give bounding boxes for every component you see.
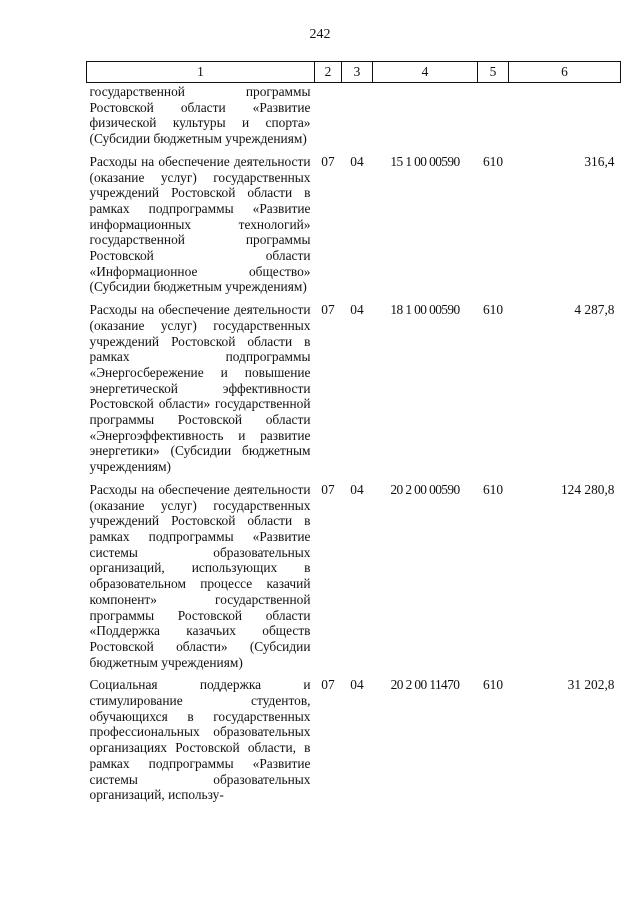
table-row: [87, 302, 621, 482]
row-description: Расходы на обеспечение деятельности (оказание услуг) государственных учреждений Ростовской области в рамках подпрограммы «Развитие системы образовательных организаций, использующих в образовательном процессе казачий компонент» государственной программы Ростовской области «Поддержка казачьих обществ Ростовской области» (Субсидии бюджетным учреждениям): [89, 481, 311, 670]
row-section: 07: [321, 302, 335, 318]
row-description: Социальная поддержка и стимулирование студентов, обучающихся в государственных профессиональных образовательных организациях Ростовской области, в рамках подпрограммы «Развитие системы образовательных организаций, использу-: [89, 677, 311, 803]
row-subsection: 04: [350, 481, 364, 497]
header-col-subsection: 3: [342, 62, 373, 83]
header-col-description: 1: [87, 62, 315, 83]
row-subsection: 04: [350, 677, 364, 693]
header-col-section: 2: [315, 62, 342, 83]
row-target-item: 15 1 00 00590: [390, 153, 460, 169]
row-section: 07: [321, 481, 335, 497]
row-section: [315, 83, 342, 154]
row-target-item: 18 1 00 00590: [390, 302, 460, 318]
row-description: Расходы на обеспечение деятельности (оказание услуг) государственных учреждений Ростовской области в рамках подпрограммы «Развитие информационных технологий» государственной программы Ростовской области «Информационное общество» (Субсидии бюджетным учреждениям): [89, 153, 311, 295]
row-subsection: 04: [350, 153, 364, 169]
row-amount: 31 202,8: [567, 677, 615, 693]
row-expense-type: 610: [482, 153, 504, 169]
row-expense-type: 610: [482, 481, 504, 497]
row-subsection: [342, 83, 373, 154]
row-amount: 124 280,8: [560, 481, 615, 497]
row-amount: 4 287,8: [574, 302, 615, 318]
header-row: [87, 62, 621, 83]
page-number: 242: [309, 27, 331, 42]
row-subsection: 04: [350, 302, 364, 318]
table-row: [87, 83, 621, 154]
header-col-amount: 6: [509, 62, 621, 83]
row-section: 07: [321, 677, 335, 693]
row-description: Расходы на обеспечение деятельности (оказание услуг) государственных учреждений Ростовской области в рамках подпрограммы «Энергосбережение и повышение энергетической эффективности Ростовской области» государственной программы Ростовской области «Энергоэффективность и развитие энергетики» (Субсидии бюджетным учреждениям): [89, 302, 311, 475]
row-target-item: 20 2 00 00590: [390, 481, 460, 497]
row-expense-type: 610: [482, 302, 504, 318]
table-row: [87, 154, 621, 302]
row-amount: [509, 83, 621, 154]
row-section: 07: [321, 153, 335, 169]
row-expense-type: [478, 83, 509, 154]
row-target-item: 20 2 00 11470: [390, 677, 460, 693]
table-row: [87, 677, 621, 810]
row-expense-type: 610: [482, 677, 504, 693]
row-amount: 316,4: [584, 153, 615, 169]
header-col-expense-type: 5: [478, 62, 509, 83]
row-target-item: [373, 83, 478, 154]
budget-table: [86, 61, 621, 810]
row-description: государственной программы Ростовской области «Развитие физической культуры и спорта» (Субсидии бюджетным учреждениям): [89, 84, 311, 147]
table-row: [87, 482, 621, 677]
header-col-target-item: 4: [373, 62, 478, 83]
